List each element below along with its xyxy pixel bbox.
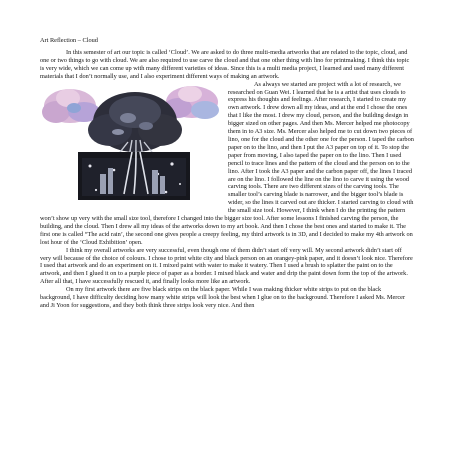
artwork-image (40, 82, 220, 208)
paragraph-process-text: As always we started are project with a lot of research, we researched on Guan Wei. I learned that he is a artist that uses clouds to express his thoughts and feelings. After research, I started to create my own artwork. I drew down all my ideas, and at the end I chose the ones that I like the most. I drew my cloud, person, and the building design in bigger sized on other pages. And then Ms. Mercer helped me photocopy them in to A3 size. Ms. Mercer also helped me to cut down two pieces of lino, one for the cloud and the other one for the person. I taped the carbon paper on to the lino, and then I put the A3 paper on top of it. To stop the paper from moving, I also taped the paper on to the lino. Then I used pencil to trace lines and the pattern of the cloud and the person on to the lino. After I took the A3 paper and the carbon paper off, the lines I traced are on the lino. I followed the line on the lino to carve it using the wood carving tools. There are two different sizes of the carving tools. The smaller tool’s carving blade is narrower, and the bigger tool’s blade is wider, so the lines it carved out are thicker. I started carving to cloud with the small size tool. However, I think when I do the printing the pattern won’t show up very with the small size tool, therefore I changed into the bigger size tool. After some lessons I finished carving the person, the building, and the cloud. Then I drew all my ideas of the artworks down to my art book. And then I chose the best ones and started to make it. The first one is called “The acid rain’, the second one gives people a creepy feeling, my third artwork is in 3D, and I decided to make my 4th artwork on lost hour of the ‘Cloud Exhibition’ open. (40, 80, 414, 246)
artwork-section (40, 81, 414, 247)
paragraph-intro: In this semester of art our topic is called ‘Cloud’. We are asked to do three multi-media artworks that are related to the topic, cloud, and one or two things to go with cloud. We are also required to use carve the cloud and that one other thing with lino for printmaking. I think this topic is very wide, which we can come up with many different varieties of ideas. Since this is a multi media project, I learned and used many different materials that I don’t normally use, and I also experiment different ways of making an artwork. (40, 49, 410, 80)
paragraph-process (40, 81, 414, 247)
paragraph-first-artwork: On my first artwork there are five black strips on the black paper. While I was making thicker white strips to put on the black background, I have difficulty deciding how many white strips will look the best when I glue on to the background. Therefore I asked Ms. Mercer and Ji Yoon for suggestions, and they both think three strips look very nice. And then (40, 286, 406, 309)
document-title: Art Reflection – Cloud (40, 37, 98, 44)
paragraph-reflection: I think my overall artworks are very successful, even though one of them didn’t start off very will. My second artwork didn’t start off very will because of the choice of colours. I chose to print white city and black person on an orangey-pink paper, and it doesn’t look nice. Therefore I used that artwork and do an experiment on it. I mixed paint with water to make it watery. Then I used a brush to splatter the paint on to the artwork, and then I glued it on to a purple piece of paper as a border. I mixed black and water and drip the paint down form the top of the artwork. After all that, I have successfully rescued it, and finally looks more like an artwork. (40, 246, 413, 286)
artwork-photo (40, 82, 220, 208)
